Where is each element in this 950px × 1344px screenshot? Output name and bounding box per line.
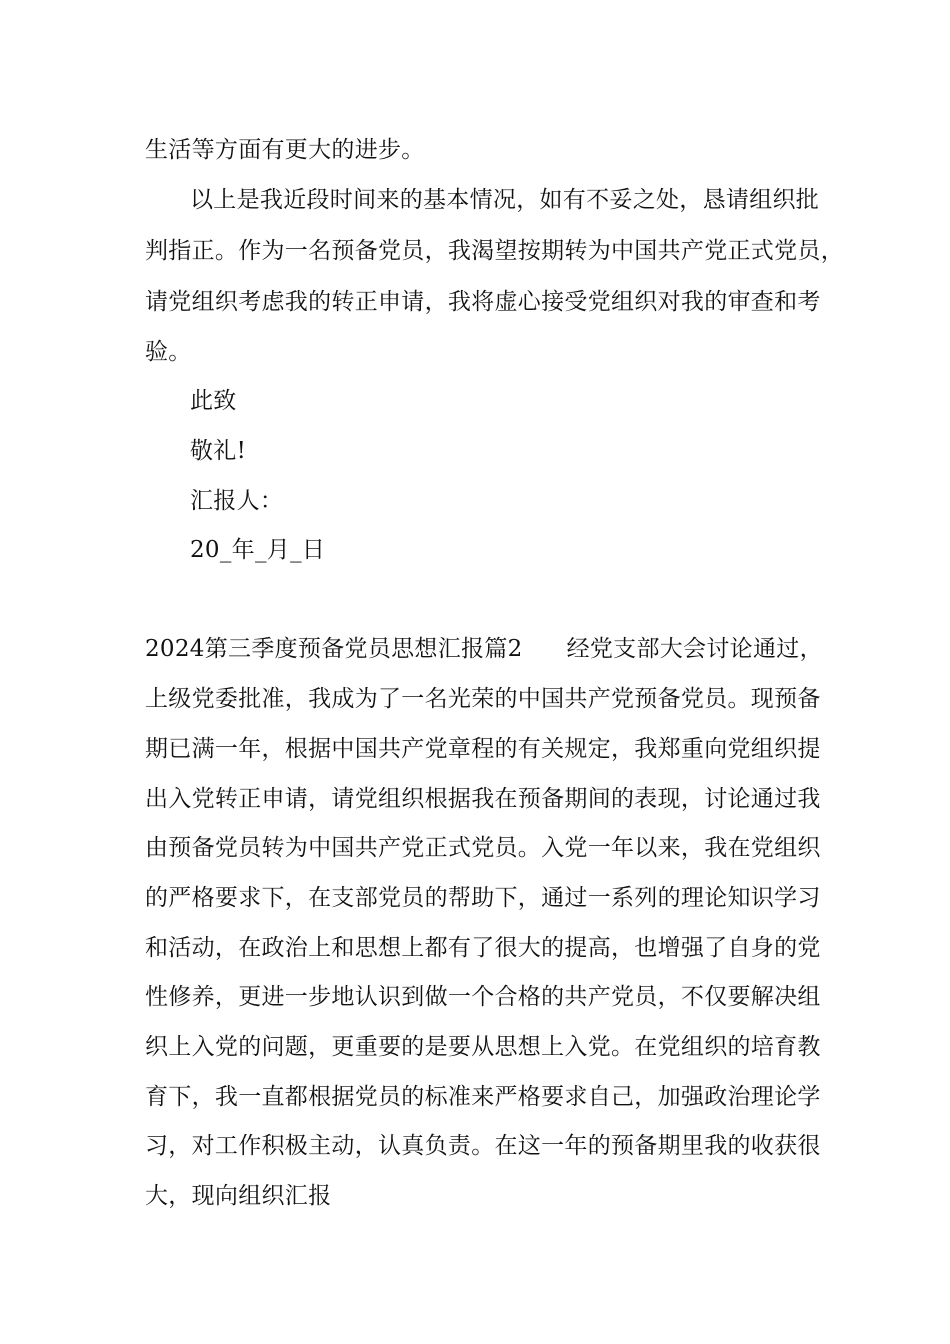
closing-paragraph-line: 以上是我近段时间来的基本情况，如有不妥之处，恳请组织批	[190, 187, 820, 213]
regards: 敬礼!	[190, 438, 247, 464]
body-line: 织上入党的问题，更重要的是要从思想上入党。在党组织的培育教	[145, 1034, 821, 1060]
salutation: 此致	[190, 388, 237, 414]
closing-paragraph-line: 验。	[145, 339, 192, 365]
body-line: 和活动，在政治上和思想上都有了很大的提高，也增强了自身的党	[145, 935, 821, 961]
body-line: 育下，我一直都根据党员的标准来严格要求自己，加强政治理论学	[145, 1084, 821, 1110]
closing-paragraph-line: 请党组织考虑我的转正申请，我将虚心接受党组织对我的审查和考	[145, 289, 821, 315]
continuation-text: 生活等方面有更大的进步。	[145, 137, 425, 163]
body-line: 出入党转正申请，请党组织根据我在预备期间的表现，讨论通过我	[145, 786, 821, 812]
section2-first-text: 经党支部大会讨论通过，	[566, 636, 823, 662]
body-line: 大，现向组织汇报	[145, 1183, 332, 1209]
section2-first-line	[145, 634, 823, 664]
body-line: 由预备党员转为中国共产党正式党员。入党一年以来，我在党组织	[145, 835, 821, 861]
body-line: 上级党委批准，我成为了一名光荣的中国共产党预备党员。现预备	[145, 686, 821, 712]
closing-paragraph-line: 判指正。作为一名预备党员，我渴望按期转为中国共产党正式党员，	[145, 238, 844, 264]
body-line: 的严格要求下，在支部党员的帮助下，通过一系列的理论知识学习	[145, 885, 821, 911]
reporter-label: 汇报人：	[190, 488, 284, 514]
section2-heading: 2024第三季度预备党员思想汇报篇2	[145, 636, 523, 662]
body-line: 性修养，更进一步地认识到做一个合格的共产党员，不仅要解决组	[145, 984, 821, 1010]
body-line: 期已满一年，根据中国共产党章程的有关规定，我郑重向党组织提	[145, 736, 821, 762]
body-line: 习，对工作积极主动，认真负责。在这一年的预备期里我的收获很	[145, 1133, 821, 1159]
date-line: 20_年_月_日	[190, 537, 326, 563]
